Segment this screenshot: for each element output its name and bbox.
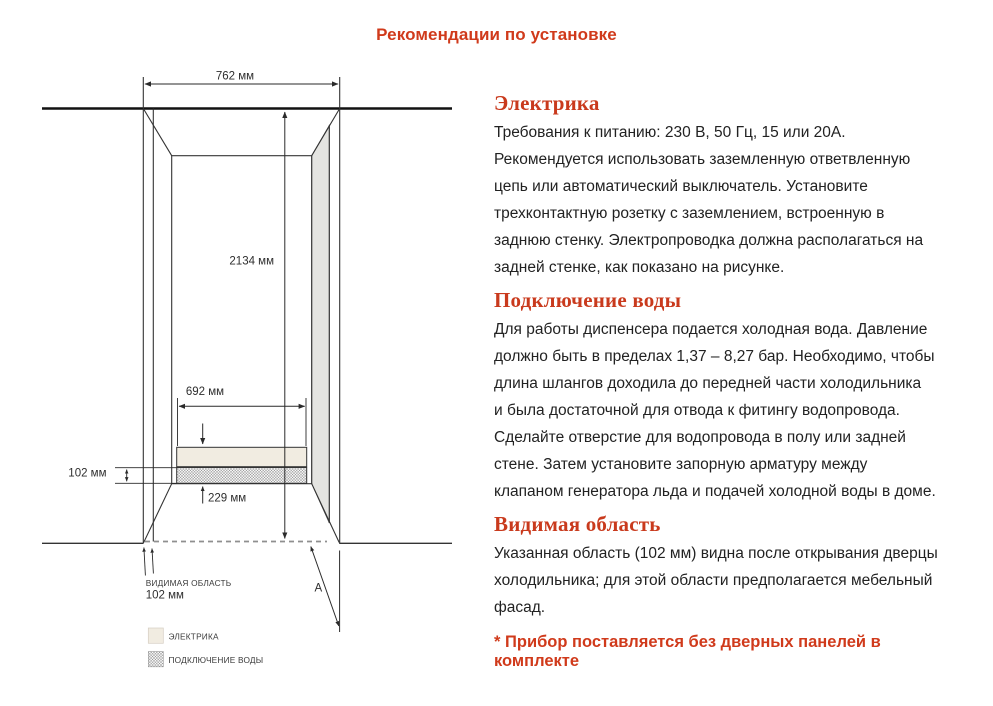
dimension-102 [115, 468, 177, 484]
diagram-legend [148, 628, 263, 667]
section-visible-area-heading: Видимая область [494, 512, 661, 536]
instructions-column [494, 92, 958, 671]
dimension-229-label: 229 мм [208, 492, 247, 505]
back-wall [172, 156, 312, 484]
section-visible-area [494, 513, 958, 621]
legend-swatch-water [148, 652, 163, 667]
section-visible-area-body: Указанная область (102 мм) видна после открывания дверцы холодильника; для этой области предполагается мебельный фасад. [494, 545, 938, 616]
legend-label-electrical: ЭЛЕКТРИКА [168, 631, 219, 642]
dimension-762-label: 762 мм [215, 70, 255, 83]
page-title: Рекомендации по установке [376, 25, 617, 44]
dimension-102-label: 102 мм [68, 467, 107, 480]
dimension-2134-label: 2134 мм [229, 255, 274, 268]
floor-corner-diagonal-left [143, 484, 171, 544]
visible-area-pointers [144, 548, 154, 576]
no-door-panels-note: * Прибор поставляется без дверных панелей в комплекте [494, 633, 881, 670]
corner-marker-label: А [314, 582, 323, 595]
water-connection-zone [177, 468, 307, 484]
legend-swatch-electrical [148, 628, 163, 643]
visible-area-value: 102 мм [145, 589, 184, 602]
section-electrical [494, 92, 958, 281]
dimension-692 [178, 398, 307, 446]
legend-label-water: ПОДКЛЮЧЕНИЕ ВОДЫ [168, 655, 264, 665]
section-electrical-heading: Электрика [494, 91, 600, 115]
top-left-corner-diagonal [143, 109, 171, 156]
section-water-heading: Подключение воды [494, 288, 682, 312]
section-electrical-body: Требования к питанию: 230 В, 50 Гц, 15 или 20А. Рекомендуется использовать заземленную ответвленную цепь или автоматический выключатель. Установите трехконтактную розетку с заземлением, встроенную в заднюю стенку. Электропроводка должна располагаться на задней стенке, как показано на рисунке. [494, 124, 924, 276]
section-water [494, 289, 958, 505]
section-water-body: Для работы диспенсера подается холодная вода. Давление должно быть в пределах 1,37 – 8,27 бар. Необходимо, чтобы длина шлангов доходила до передней части холодильника и была достаточной для отвода к фитингу водопровода. Сделайте отверстие для водопровода в полу или задней стене. Затем установите запорную арматуру между клапаном генератора льда и подачей холодной воды в доме. [494, 321, 936, 500]
dimension-692-label: 692 мм [185, 386, 225, 398]
visible-area-label: ВИДИМАЯ ОБЛАСТЬ [145, 578, 232, 588]
installation-diagram [30, 58, 470, 686]
electrical-zone [177, 447, 307, 466]
right-side-wall-panel [312, 125, 330, 523]
